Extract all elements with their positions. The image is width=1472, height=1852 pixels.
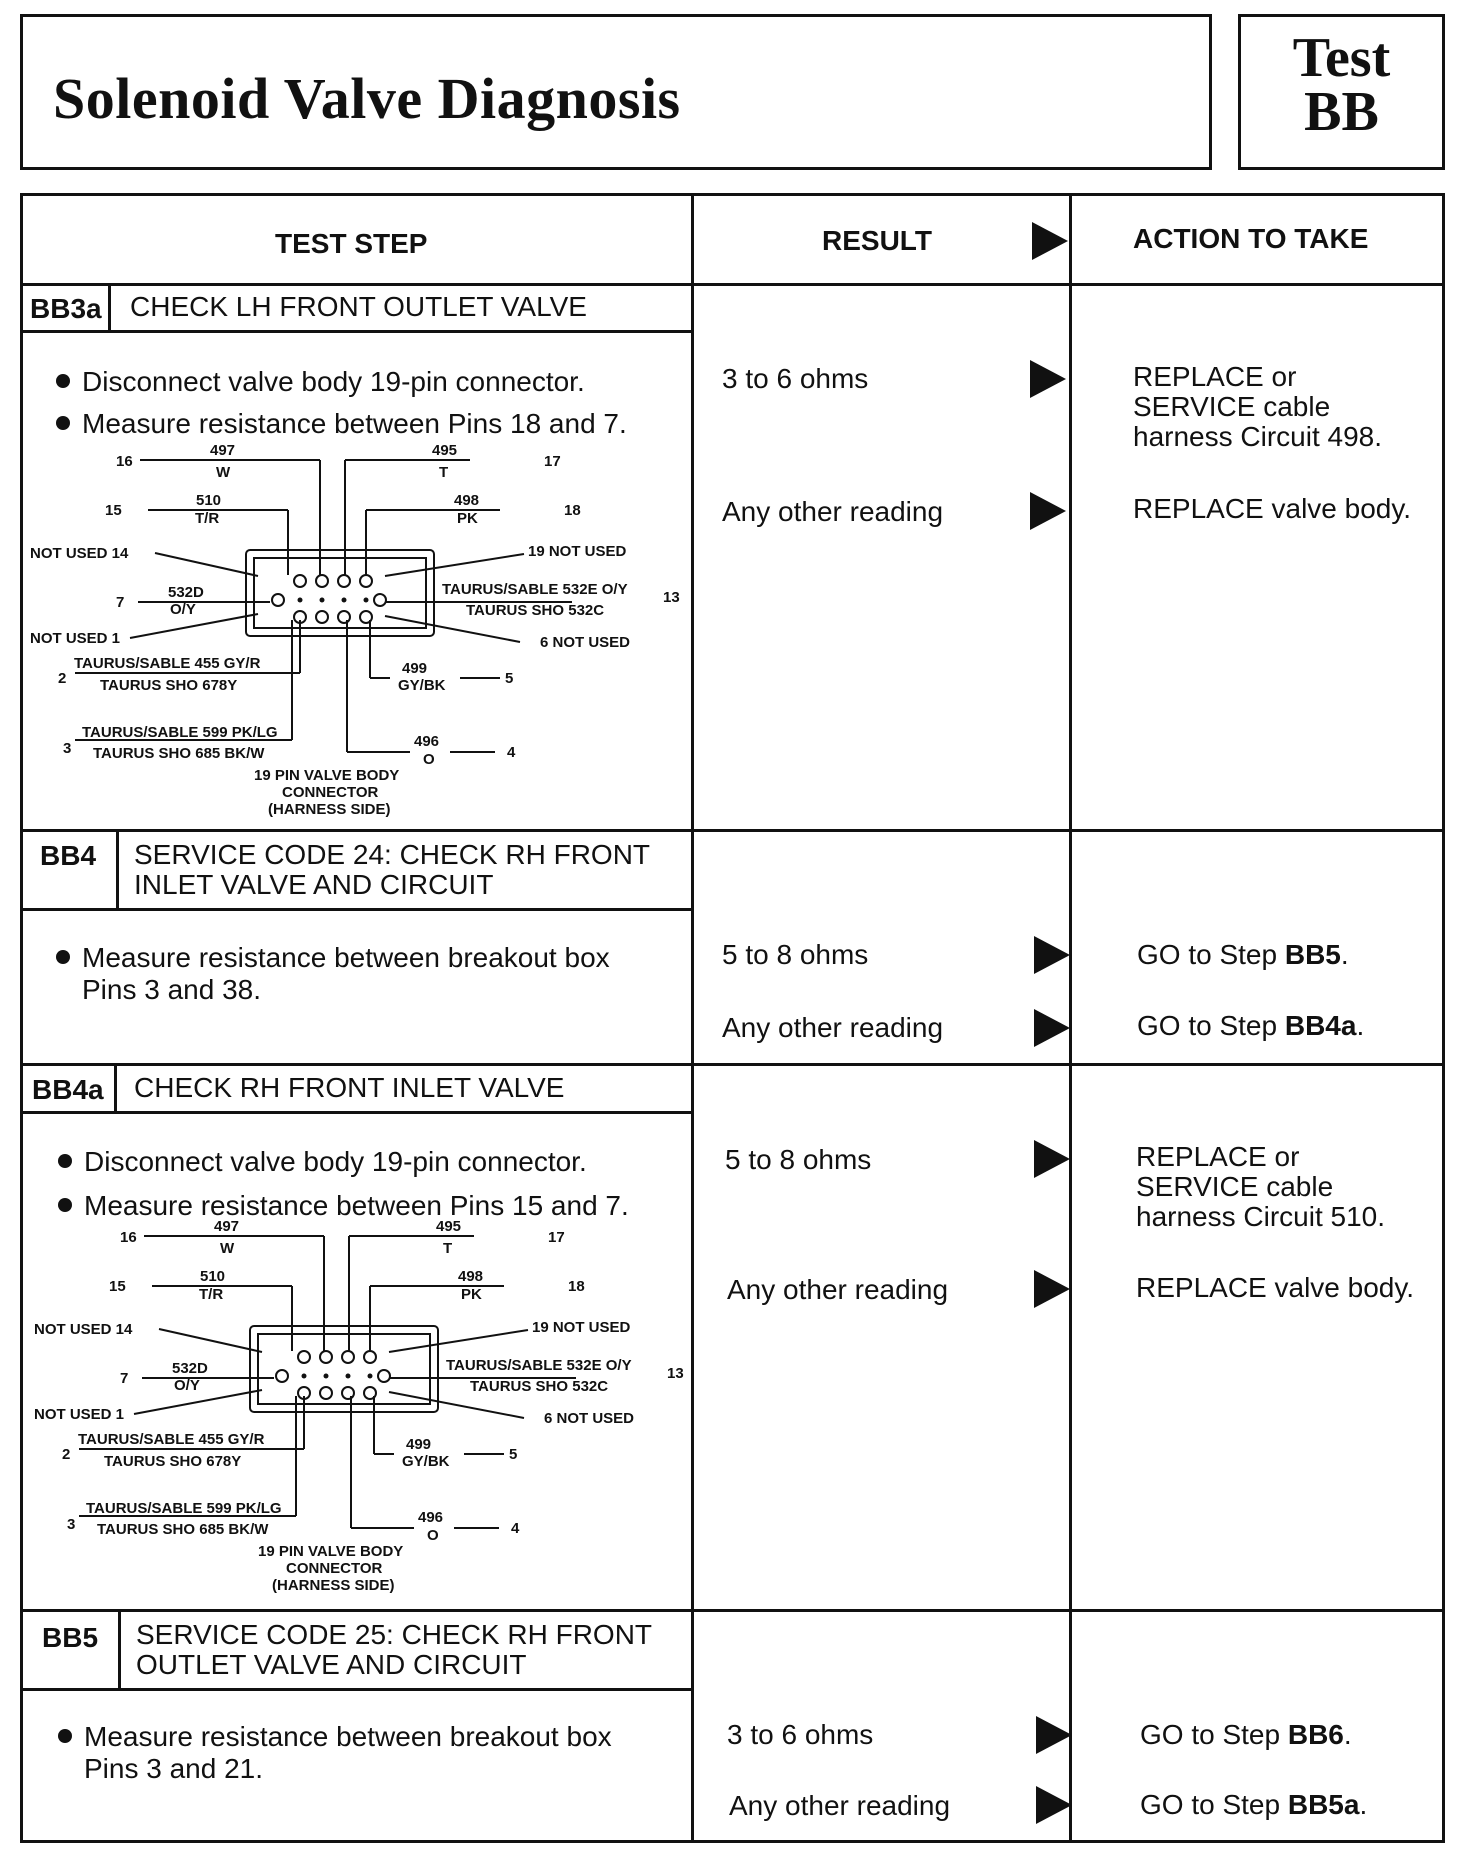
- step-bullet: Disconnect valve body 19-pin connector.: [58, 1146, 587, 1178]
- arrow-icon: [1034, 1140, 1070, 1178]
- action-text: GO to Step BB5a.: [1140, 1789, 1368, 1820]
- action-text: REPLACE valve body.: [1136, 1272, 1415, 1303]
- diagram-label: 13: [663, 589, 680, 606]
- step-title-divider: [20, 908, 691, 911]
- diagram-label: 2: [58, 670, 67, 687]
- arrow-icon: [1034, 1009, 1070, 1047]
- diagram-label: 6 NOT USED: [540, 634, 631, 651]
- step-label-divider: [118, 1609, 121, 1688]
- action-text: REPLACE or SERVICE cable harness Circuit 510.: [1136, 1141, 1386, 1232]
- col-header-result: RESULT: [822, 225, 932, 256]
- diagram-label: 19 NOT USED: [528, 543, 627, 560]
- connector-diagram: [30, 440, 690, 830]
- step-bullet: Measure resistance between Pins 18 and 7.: [56, 408, 627, 440]
- diagram-label: 510: [200, 1268, 226, 1285]
- action-text: GO to Step BB5.: [1137, 939, 1349, 970]
- diagram-label: T/R: [199, 1286, 224, 1303]
- diagram-caption: (HARNESS SIDE): [272, 1577, 395, 1594]
- diagram-label: 16: [120, 1229, 137, 1246]
- diagram-label: 495: [432, 442, 458, 459]
- diagram-label: 496: [418, 1509, 444, 1526]
- result-text: 5 to 8 ohms: [725, 1144, 872, 1175]
- diagram-label: 13: [667, 1365, 684, 1382]
- diagram-label: 17: [548, 1229, 565, 1246]
- diagram-label: 6 NOT USED: [544, 1410, 635, 1427]
- test-id-box: [1238, 14, 1445, 170]
- diagram-label: 18: [568, 1278, 585, 1295]
- diagram-label: GY/BK: [402, 1453, 450, 1470]
- row-divider: [20, 829, 1445, 832]
- diagram-label: TAURUS/SABLE 532E O/Y: [442, 581, 628, 598]
- diagram-label: 17: [544, 453, 561, 470]
- diagram-label: 499: [402, 660, 428, 677]
- diagram-label: 16: [116, 453, 133, 470]
- diagram-label: T: [439, 464, 449, 481]
- diagram-label: 15: [105, 502, 122, 519]
- result-text: Any other reading: [729, 1790, 951, 1821]
- diagram-label: TAURUS/SABLE 455 GY/R: [74, 655, 261, 672]
- step-title: SERVICE CODE 25: CHECK RH FRONT OUTLET VALVE AND CIRCUIT: [136, 1619, 653, 1680]
- result-text: 5 to 8 ohms: [722, 939, 869, 970]
- diagram-label: NOT USED 14: [30, 545, 129, 562]
- test-id: BB: [1304, 81, 1379, 143]
- diagram-label: TAURUS SHO 685 BK/W: [97, 1521, 269, 1538]
- diagram-label: TAURUS SHO 678Y: [100, 677, 238, 694]
- step-bullet: Measure resistance between breakout box Pins 3 and 38.: [56, 942, 610, 1006]
- diagram-label: 498: [454, 492, 480, 509]
- diagram-caption: (HARNESS SIDE): [268, 801, 391, 818]
- diagram-label: 19 NOT USED: [532, 1319, 631, 1336]
- diagram-label: 510: [196, 492, 222, 509]
- diagram-label: NOT USED 1: [30, 630, 121, 647]
- step-title-divider: [20, 1111, 691, 1114]
- arrow-icon: [1034, 936, 1070, 974]
- diagram-label: 532D: [168, 584, 204, 601]
- step-label: BB4a: [32, 1074, 104, 1105]
- diagram-label: 497: [210, 442, 236, 459]
- diagram-label: 7: [120, 1370, 129, 1387]
- row-divider: [20, 1609, 1445, 1612]
- diagram-label: 3: [67, 1516, 76, 1533]
- diagram-label: 497: [214, 1218, 240, 1235]
- step-label-divider: [114, 1063, 117, 1111]
- diagram-label: NOT USED 1: [34, 1406, 125, 1423]
- result-text: Any other reading: [722, 496, 944, 527]
- diagram-label: T: [443, 1240, 453, 1257]
- diagram-label: 4: [511, 1520, 520, 1537]
- step-title-divider: [20, 1688, 691, 1691]
- diagram-label: PK: [461, 1286, 482, 1303]
- diagram-label: W: [220, 1240, 235, 1257]
- result-text: 3 to 6 ohms: [722, 363, 869, 394]
- step-title: CHECK LH FRONT OUTLET VALVE: [130, 291, 587, 322]
- connector-diagram: [34, 1216, 694, 1606]
- diagram-label: TAURUS SHO 678Y: [104, 1453, 242, 1470]
- arrow-icon: [1030, 492, 1066, 530]
- col-header-action: ACTION TO TAKE: [1133, 223, 1369, 254]
- diagram-label: O: [427, 1527, 439, 1544]
- diagram-label: W: [216, 464, 231, 481]
- diagram-label: O: [423, 751, 435, 768]
- step-bullet: Disconnect valve body 19-pin connector.: [56, 366, 585, 398]
- arrow-icon: [1036, 1786, 1072, 1824]
- step-label-divider: [116, 829, 119, 908]
- page-title: Solenoid Valve Diagnosis: [53, 66, 681, 131]
- diagram-label: TAURUS/SABLE 599 PK/LG: [82, 724, 278, 741]
- step-label: BB3a: [30, 293, 102, 324]
- diagram-label: 5: [505, 670, 514, 687]
- step-bullet: Measure resistance between breakout box Pins 3 and 21.: [58, 1721, 612, 1785]
- diagram-label: O/Y: [174, 1377, 200, 1394]
- step-label-divider: [108, 283, 111, 330]
- diagram-label: T/R: [195, 510, 220, 527]
- title-box: [20, 14, 1212, 170]
- diagram-label: 496: [414, 733, 440, 750]
- diagram-label: NOT USED 14: [34, 1321, 133, 1338]
- diagram-label: 495: [436, 1218, 462, 1235]
- test-label: Test: [1292, 27, 1391, 89]
- arrow-icon: [1030, 360, 1066, 398]
- result-text: Any other reading: [722, 1012, 944, 1043]
- step-bullet: Measure resistance between Pins 15 and 7.: [58, 1190, 629, 1222]
- row-divider: [20, 1063, 1445, 1066]
- action-text: GO to Step BB4a.: [1137, 1010, 1365, 1041]
- action-text: REPLACE or SERVICE cable harness Circuit 498.: [1133, 361, 1383, 452]
- result-text: Any other reading: [727, 1274, 949, 1305]
- diagram-label: 498: [458, 1268, 484, 1285]
- diagram-caption: 19 PIN VALVE BODY: [258, 1543, 404, 1560]
- diagram-label: 2: [62, 1446, 71, 1463]
- action-text: GO to Step BB6.: [1140, 1719, 1352, 1750]
- diagram-label: 5: [509, 1446, 518, 1463]
- diagram-label: GY/BK: [398, 677, 446, 694]
- diagram-label: 15: [109, 1278, 126, 1295]
- diagram-label: 18: [564, 502, 581, 519]
- arrow-icon: [1032, 222, 1068, 260]
- step-title: SERVICE CODE 24: CHECK RH FRONT INLET VALVE AND CIRCUIT: [134, 839, 651, 900]
- action-text: REPLACE valve body.: [1133, 493, 1412, 524]
- result-text: 3 to 6 ohms: [727, 1719, 874, 1750]
- diagram-label: 3: [63, 740, 72, 757]
- diagram-label: TAURUS SHO 685 BK/W: [93, 745, 265, 762]
- diagram-label: TAURUS/SABLE 599 PK/LG: [86, 1500, 282, 1517]
- diagram-label: PK: [457, 510, 478, 527]
- diagram-label: 4: [507, 744, 516, 761]
- diagram-label: TAURUS SHO 532C: [470, 1378, 609, 1395]
- diagram-label: TAURUS/SABLE 455 GY/R: [78, 1431, 265, 1448]
- step-label: BB4: [40, 840, 97, 871]
- diagram-label: 499: [406, 1436, 432, 1453]
- diagram-label: 7: [116, 594, 125, 611]
- diagram-label: TAURUS/SABLE 532E O/Y: [446, 1357, 632, 1374]
- diagram-caption: 19 PIN VALVE BODY: [254, 767, 400, 784]
- diagram-caption: CONNECTOR: [282, 784, 379, 801]
- diagram-label: 532D: [172, 1360, 208, 1377]
- step-label: BB5: [42, 1622, 99, 1653]
- header-divider: [20, 283, 1445, 286]
- step-title: CHECK RH FRONT INLET VALVE: [134, 1072, 565, 1103]
- arrow-icon: [1034, 1270, 1070, 1308]
- diagram-label: O/Y: [170, 601, 196, 618]
- step-title-divider: [20, 330, 691, 333]
- diagram-caption: CONNECTOR: [286, 1560, 383, 1577]
- diagram-label: TAURUS SHO 532C: [466, 602, 605, 619]
- arrow-icon: [1036, 1716, 1072, 1754]
- col-header-test-step: TEST STEP: [275, 228, 428, 259]
